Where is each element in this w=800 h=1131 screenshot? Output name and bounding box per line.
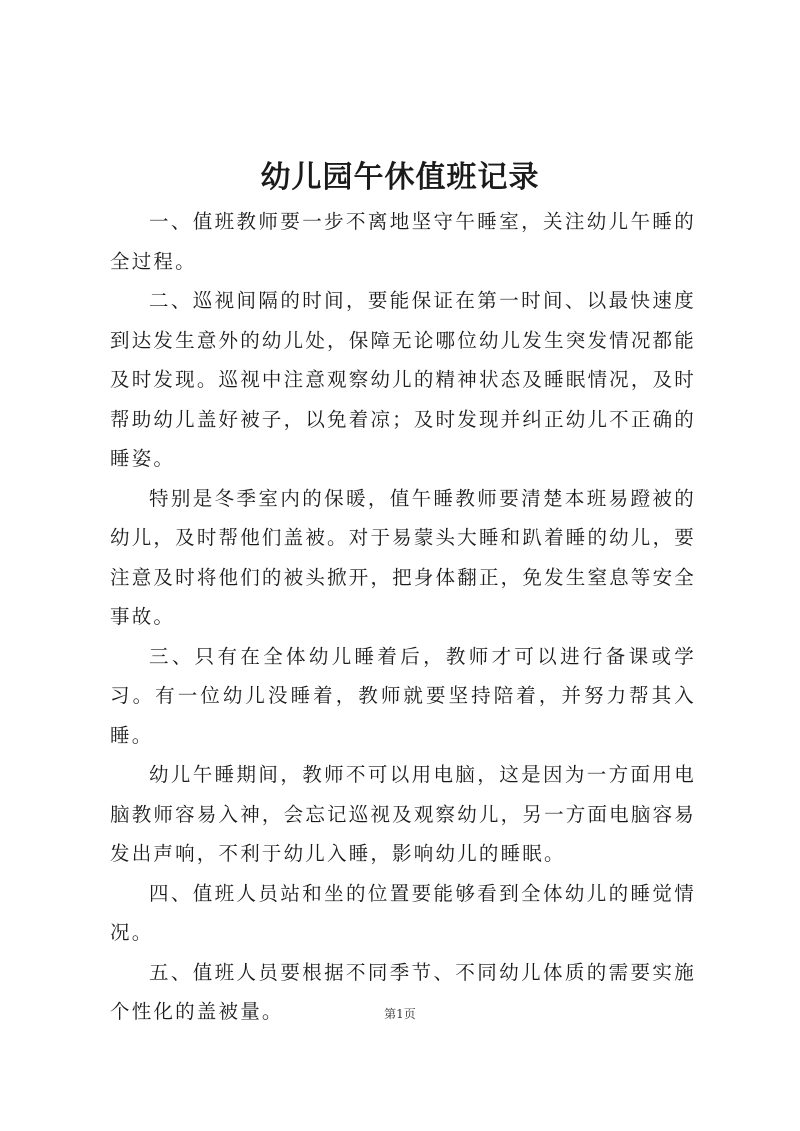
- paragraph-6: 四、值班人员站和坐的位置要能够看到全体幼儿的睡觉情况。: [110, 881, 696, 944]
- paragraph-2: 二、巡视间隔的时间，要能保证在第一时间、以最快速度到达发生意外的幼儿处，保障无论哪位幼儿发生突发情况都能及时发现。巡视中注意观察幼儿的精神状态及睡眠情况，及时帮助幼儿盖好被子，以免着凉；及时发现并纠正幼儿不正确的睡姿。: [110, 289, 696, 470]
- paragraph-4: 三、只有在全体幼儿睡着后，教师才可以进行备课或学习。有一位幼儿没睡着，教师就要坚持陪着，并努力帮其入睡。: [110, 644, 696, 747]
- document-body: [110, 202, 696, 1032]
- paragraph-7: 五、值班人员要根据不同季节、不同幼儿体质的需要实施个性化的盖被量。: [110, 960, 696, 1023]
- paragraph-5: 幼儿午睡期间，教师不可以用电脑，这是因为一方面用电脑教师容易入神，会忘记巡视及观察幼儿，另一方面电脑容易发出声响，不利于幼儿入睡，影响幼儿的睡眠。: [110, 763, 696, 865]
- page-number: 第1页: [384, 1007, 416, 1021]
- paragraph-1: 一、值班教师要一步不离地坚守午睡室，关注幼儿午睡的全过程。: [110, 210, 696, 273]
- document-title: 幼儿园午休值班记录: [260, 160, 540, 195]
- paragraph-3: 特别是冬季室内的保暖，值午睡教师要清楚本班易蹬被的幼儿，及时帮他们盖被。对于易蒙头大睡和趴着睡的幼儿，要注意及时将他们的被头掀开，把身体翻正，免发生窒息等安全事故。: [110, 486, 696, 628]
